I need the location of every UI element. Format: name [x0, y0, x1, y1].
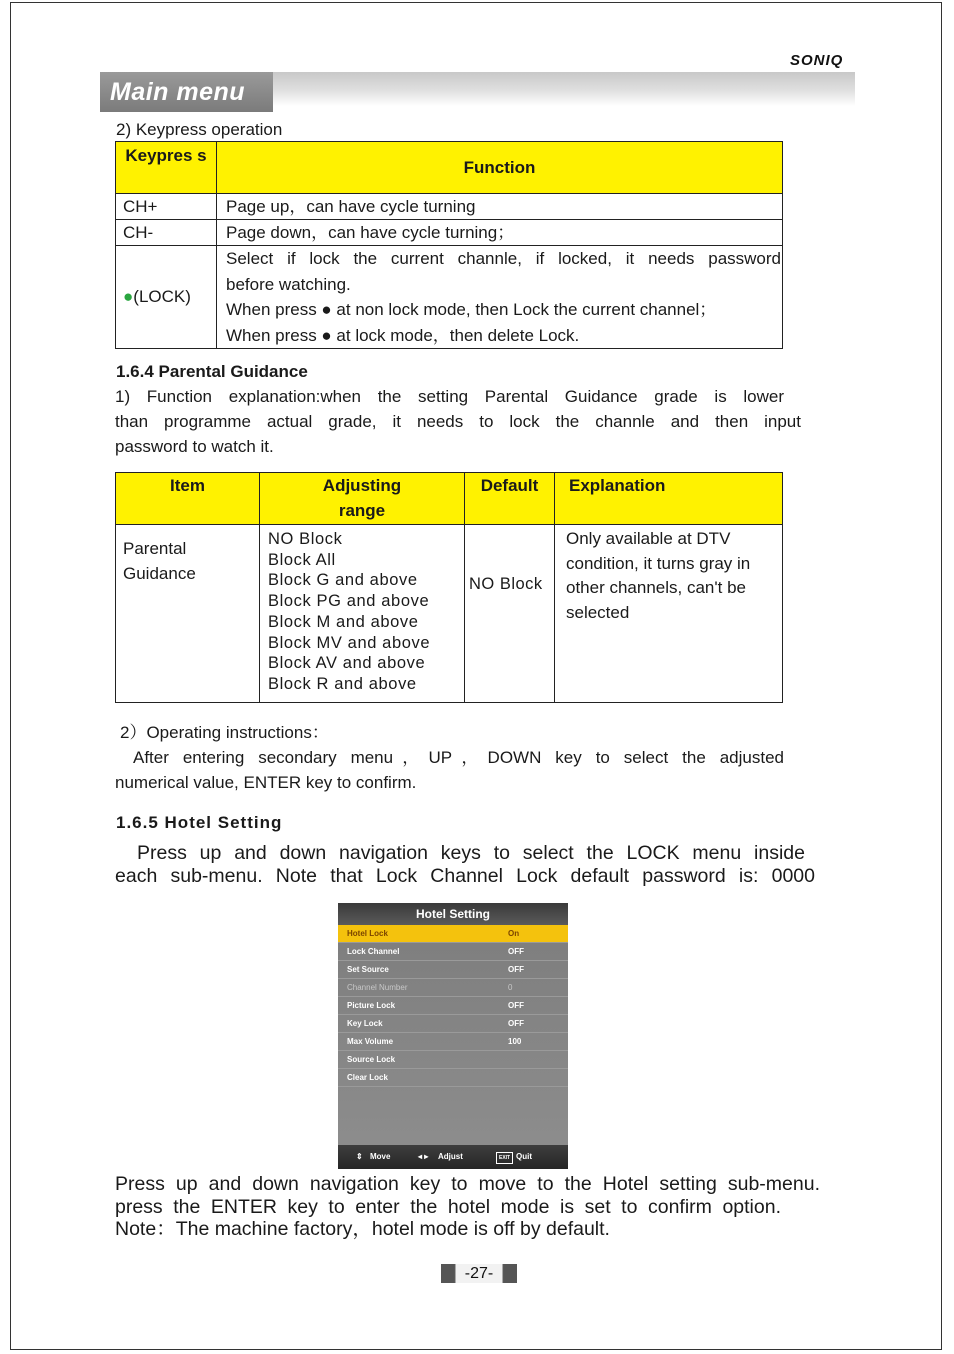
op-line: After entering secondary menu，UP，DOWN key to select the adjusted	[133, 748, 784, 767]
menu-row-label: Channel Number	[347, 983, 408, 992]
header-range-text: Adjusting range	[322, 476, 402, 520]
lock-line: When press ● at lock mode，then delete Lock.	[226, 325, 580, 345]
outro-line: Note：The machine factory，hotel mode is off by default.	[115, 1218, 610, 1240]
range-option: Block M and above	[268, 612, 419, 631]
hotel-intro	[115, 842, 815, 888]
header-range	[260, 473, 465, 525]
function-cell: Page down，can have cycle turning；	[217, 220, 783, 246]
up-down-arrows-icon: ⇕	[356, 1152, 363, 1161]
brand-logo: SONIQ	[790, 52, 844, 69]
menu-row-value: On	[508, 929, 520, 938]
menu-row-label: Key Lock	[347, 1019, 383, 1028]
range-option: Block All	[268, 550, 336, 569]
section-title: Main menu	[110, 78, 246, 106]
lock-line: When press ● at non lock mode, then Lock the current channel；	[226, 300, 717, 319]
key-cell: CH+	[116, 194, 217, 220]
operating-text	[115, 745, 784, 795]
keypress-table	[115, 141, 783, 349]
default-cell: NO Block	[465, 525, 555, 703]
footer-adjust: Adjust	[438, 1152, 463, 1161]
menu-row-value: 0	[508, 983, 513, 992]
footer-move: Move	[370, 1152, 391, 1161]
menu-row-label: Clear Lock	[347, 1073, 388, 1082]
table-row	[116, 246, 783, 349]
range-option: Block R and above	[268, 674, 417, 693]
menu-row-label: Source Lock	[347, 1055, 396, 1064]
range-option: Block AV and above	[268, 654, 426, 673]
lock-function-cell	[217, 246, 783, 349]
function-cell: Page up，can have cycle turning	[217, 194, 783, 220]
hotel-outro	[115, 1173, 820, 1241]
screen-footer	[338, 1145, 568, 1169]
header-explanation: Explanation	[555, 473, 783, 525]
screen-title: Hotel Setting	[338, 903, 568, 925]
menu-row-max-volume[interactable]	[338, 1033, 568, 1051]
parental-table	[115, 472, 783, 703]
operating-heading: 2）Operating instructions：	[120, 723, 329, 742]
menu-row-value: OFF	[508, 1019, 524, 1028]
outro-line: Press up and down navigation key to move to the Hotel setting sub-menu.	[115, 1173, 820, 1195]
range-option: Block G and above	[268, 571, 418, 590]
key-cell: CH-	[116, 220, 217, 246]
page-number: -27-	[441, 1264, 517, 1283]
outro-line: press the ENTER key to enter the hotel mode is set to confirm option.	[115, 1195, 781, 1218]
hotel-setting-screenshot	[338, 903, 568, 1169]
menu-row-label: Max Volume	[347, 1037, 394, 1046]
range-option: Block MV and above	[268, 633, 431, 652]
lock-line: Select if lock the current channle, if locked, it needs password	[226, 249, 781, 268]
menu-row-set-source[interactable]	[338, 961, 568, 979]
menu-row-label: Lock Channel	[347, 947, 400, 956]
menu-row-key-lock[interactable]	[338, 1015, 568, 1033]
menu-row-label: Set Source	[347, 965, 389, 974]
table-row	[116, 220, 783, 246]
header-item: Item	[116, 473, 260, 525]
menu-row-channel-number	[338, 979, 568, 997]
intro-line: Press up and down navigation keys to select the LOCK menu inside	[137, 842, 805, 864]
menu-row-source-lock[interactable]	[338, 1051, 568, 1069]
table-row	[116, 525, 783, 703]
intro-line: each sub-menu. Note that Lock Channel Lock default password is: 0000	[115, 865, 815, 887]
table-row	[116, 194, 783, 220]
hotel-heading: 1.6.5 Hotel Setting	[116, 813, 283, 832]
desc-line: 1) Function explanation:when the setting Parental Guidance grade is lower	[115, 387, 784, 406]
lock-key-cell	[116, 246, 217, 349]
keypress-heading: 2) Keypress operation	[116, 120, 283, 139]
menu-row-label: Hotel Lock	[347, 929, 388, 938]
explanation-cell	[555, 525, 783, 703]
exit-key-icon: EXIT	[496, 1152, 513, 1164]
keypress-header-function: Function	[217, 142, 783, 194]
parental-heading: 1.6.4 Parental Guidance	[116, 362, 308, 381]
lock-key-label: (LOCK)	[133, 287, 191, 306]
range-option: Block PG and above	[268, 592, 430, 611]
lock-dot-icon: ●	[123, 287, 134, 306]
menu-row-picture-lock[interactable]	[338, 997, 568, 1015]
menu-row-label: Picture Lock	[347, 1001, 396, 1010]
menu-row-lock-channel[interactable]	[338, 943, 568, 961]
explanation-text: Only available at DTV condition, it turns gray in other channels, can't be selected	[566, 529, 751, 622]
keypress-header-key-text: Keypres s	[125, 146, 207, 165]
item-text: Parental Guidance	[123, 539, 196, 583]
parental-description	[115, 384, 801, 459]
menu-row-value: OFF	[508, 1001, 524, 1010]
menu-row-value: OFF	[508, 965, 524, 974]
menu-row-hotel-lock[interactable]	[338, 925, 568, 943]
menu-row-clear-lock[interactable]	[338, 1069, 568, 1087]
footer-quit: Quit	[516, 1152, 532, 1161]
op-line: numerical value, ENTER key to confirm.	[115, 773, 417, 792]
range-option: NO Block	[268, 530, 343, 548]
range-cell	[260, 525, 465, 703]
lock-line: before watching.	[226, 274, 351, 294]
desc-line: password to watch it.	[115, 437, 274, 456]
menu-row-value: 100	[508, 1037, 522, 1046]
item-cell	[116, 525, 260, 703]
desc-line: than programme actual grade, it needs to lock the channle and then input	[115, 412, 801, 431]
header-default: Default	[465, 473, 555, 525]
keypress-header-key	[116, 142, 217, 194]
left-right-arrows-icon: ◂ ▸	[418, 1152, 429, 1161]
menu-row-value: OFF	[508, 947, 524, 956]
